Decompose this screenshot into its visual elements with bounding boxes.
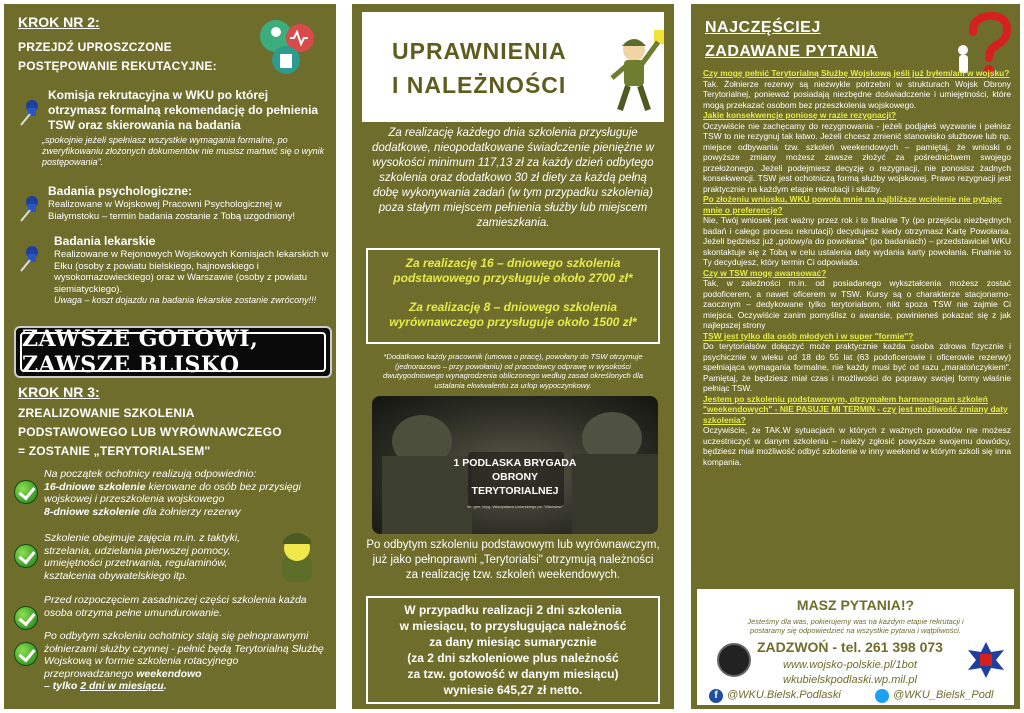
page-title: UPRAWNIENIA I NALEŻNOŚCI	[392, 38, 567, 98]
list-item	[14, 468, 330, 518]
krok2-subtitle-2: POSTĘPOWANIE REKUTACYJNE:	[18, 59, 217, 73]
medical-heading: Badania lekarskie	[54, 234, 156, 248]
benefits-column	[352, 4, 674, 709]
faq-question: Czy w TSW mogę awansować?	[703, 267, 827, 278]
refresher-training-amount: Za realizację 8 – dniowego szkolenia wyrównawczego przysługuje około 1500 zł*	[389, 300, 637, 329]
facebook-link[interactable]: f @WKU.Bielsk.Podlaski	[709, 689, 841, 701]
faq-column	[691, 4, 1020, 709]
faq-item	[703, 331, 1011, 394]
slogan-banner	[14, 326, 332, 378]
krok2-subtitle-1: PRZEJDŹ UPROSZCZONE	[18, 40, 172, 54]
brigade-photo	[372, 396, 658, 534]
contact-subtitle: Jesteśmy dla was, pokierujemy was na każdym etapie rekrutacji i postaramy się odpowiedzieć na wszystkie pytania i wątpliwości.	[747, 617, 964, 635]
medical-text: Realizowane w Rejonowych Wojskowych Komisjach lekarskich w Ełku (osoby z powiatu bielskiego, hajnowskiego i wysokomazowieckiego) oraz w Warszawie (osoby z powiatu siemiatyckiego).	[54, 249, 329, 295]
faq-answer: Oczywiście nie zachęcamy do rezygnowania - jeżeli podjąłeś wyzwanie i pełnisz TSW to nie rezygnuj tak łatwo. Jeżeli chcesz zmienić stanowisko służbowe lub np. miejsce odbywania tzw. szkoleń weekendowych – pamiętaj, że wnioski o powyższe zmiany możesz zawsze złożyć za pośrednictwem swojego przełożonego. Jeżeli podejmiesz decyzję o rezygnacji, nie ponosisz żadnych konsekwencji. TSW jest ochotniczą formą służby wojskowej. Prawo rezygnacji jest praktycznie na każdym etapie rekrutacji i służby.	[703, 120, 1011, 194]
list-item	[18, 234, 330, 306]
facebook-icon: f	[709, 689, 723, 703]
faq-item	[703, 394, 1011, 468]
commission-heading: Komisja rekrutacyjna w WKU po której otrzymasz formalną rekomendację do pełnienia TSW oraz skierowania na badania	[48, 88, 319, 132]
krok3-subtitle-2: PODSTAWOWEGO LUB WYRÓWNAWCZEGO	[18, 425, 282, 439]
pin-icon	[18, 244, 40, 272]
twitter-icon	[875, 689, 889, 703]
faq-answer: Tak. Żołnierze rezerwy są niezwykle potrzebni w strukturach Wojsk Obrony Terytorialnej, ponieważ posiadają niezbędne doświadczenie i umiejętności, które mogą przekazać osobom bez przeszkolenia wojskowego.	[703, 78, 1011, 110]
check-icon	[14, 642, 38, 666]
basic-training-amount: Za realizację 16 – dniowego szkolenia podstawowego przysługuje około 2700 zł*	[393, 256, 633, 285]
faq-question: Jakie konsekwencje poniosę w razie rezygnacji?	[703, 110, 897, 120]
faq-list	[703, 68, 1011, 467]
allowance-box	[366, 248, 660, 344]
emblem-icon	[717, 643, 751, 677]
list-item	[18, 184, 330, 222]
weekend-training-info: Po odbytym szkoleniu ochotnicy stają się pełnoprawnymi żołnierzami służby czynnej - pełnić będą Terytorialną Służbę Wojskową w formie szkolenia rotacyjnego przeprowadzanego weekendowo – tylko 2 dni w miesiącu.	[44, 630, 324, 692]
uniform-info: Przed rozpoczęciem zasadniczej części szkolenia każda osoba otrzyma pełne umundurowanie.	[44, 594, 307, 619]
website-link[interactable]: wkubielskpodlaski.wp.mil.pl	[783, 674, 917, 686]
faq-item	[703, 68, 1011, 110]
check-icon	[14, 606, 38, 630]
faq-answer: Nie, Twój wniosek jest ważny przez rok i to finalnie Ty (po przejściu niezbędnych badań i całego procesu rekrutacji) decydujesz kiedy otrzymasz Kartę Powołania. Jeżeli będziesz już „gotowy/a do powołania" (po badaniach) – przedstawiciel WKU skontaktuje się z Tobą w celu ustalenia daty wydania karty powołania. Finalnie to Ty decydujesz, który termin Ci odpowiada.	[703, 215, 1011, 267]
after-training-info: Po odbytym szkoleniu podstawowym lub wyrównawczym, już jako pełnoprawni „Terytorialsi" otrzymują należności za realizację tzw. szkoleń weekendowych.	[366, 539, 660, 581]
brigade-patron: im. gen. bryg. Władysława Liniarskiego ps. "Mścisław"	[467, 504, 563, 509]
emblem-icon	[967, 641, 1005, 679]
faq-item	[703, 194, 1011, 268]
krok3-title: KROK NR 3:	[18, 384, 100, 400]
training-scope: Szkolenie obejmuje zajęcia m.in. z taktyki, strzelania, udzielania pierwszej pomocy, umiejętności przetrwania, regulaminów, kształcenia obywatelskiego itp.	[44, 532, 241, 582]
pin-icon	[18, 98, 40, 126]
soldier-icon	[274, 526, 320, 582]
faq-question: TSW jest tylko dla osób młodych i w super "formie"?	[703, 330, 914, 341]
commission-note: „spokojnie jeżeli spełniasz wszystkie wymagania formalne, po zweryfikowaniu złożonych dokumentów nie musisz martwić się o wynik postępowania".	[42, 135, 325, 167]
weekend-pay-box: W przypadku realizacji 2 dni szkolenia w miesiącu, to przysługująca należność za dany miesiąc sumarycznie (za 2 dni szkoleniowe plus należność za tzw. gotowość w danym miesiącu) wyniesie 645,27 zł netto.	[366, 596, 660, 704]
title-box	[362, 12, 664, 122]
faq-title: NAJCZĘŚCIEJ ZADAWANE PYTANIA	[705, 19, 879, 60]
list-item	[14, 630, 330, 693]
faq-answer: Do terytorialsów dołączyć może praktycznie każda osoba zdrowa fizycznie i psychicznie w wieku od 18 do 55 lat (63 podoficerowie i oficerowie rezerwy) spełniająca wymagania formalne, nie każdy musi być od razu „maratończykiem". Pamiętaj, że będziesz miał czas i możliwości do poprawy swojej formy właśnie pełniąc TSW.	[703, 341, 1011, 393]
krok3-subtitle-3: = ZOSTANIE „TERYTORIALSEM"	[18, 444, 211, 458]
psych-heading: Badania psychologiczne:	[48, 184, 193, 198]
list-item	[18, 88, 330, 168]
pin-icon	[18, 194, 40, 222]
medical-note: Uwaga – koszt dojazdu na badania lekarskie zostanie zwrócony!!!	[54, 295, 317, 305]
brigade-name: 1 PODLASKA BRYGADA OBRONY TERYTORIALNEJ	[453, 457, 577, 497]
krok3-subtitle-1: ZREALIZOWANIE SZKOLENIA	[18, 406, 195, 420]
slogan-text: ZAWSZE GOTOWI, ZAWSZE BLISKO	[20, 332, 326, 372]
website-link[interactable]: www.wojsko-polskie.pl/1bot	[783, 659, 917, 671]
contact-title: MASZ PYTANIA!?	[796, 597, 915, 613]
krok2-title: KROK NR 2:	[18, 14, 100, 30]
faq-answer: Oczywiście, że TAK.W sytuacjach w których z ważnych powodów nie możesz uczestniczyć w danym szkoleniu – należy zgłosić powyższe swojemu dowódcy, będziesz miał możliwość odbyć szkolenie w inny weekend w którym szkoli się inna kompania.	[703, 425, 1011, 467]
list-item	[14, 594, 330, 619]
faq-answer: Tak, w zależności m.in. od posiadanego wykształcenia możesz zostać podoficerem, a nawet oficerem w TSW. Kursy są o charakterze stacjonarno-zaocznym – dedykowane tylko terytorialsom, nikt spoza TSW nie zajmie Ci miejsca. Oczywiście zanim pomyślisz o awansie, powinieneś pokazać się z jak najlepszej strony	[703, 278, 1011, 330]
check-icon	[14, 544, 38, 568]
allowance-intro: Za realizację każdego dnia szkolenia przysługuje dodatkowe, nieopodatkowane świadczenie pieniężne w wysokości minimum 117,13 zł za każdy dzień odbytego szkolenia oraz dodatkowo 30 zł diety za każdą pełną dobę wykonywania zadań (w tym przypadku szkolenia) poza stałym miejscem pełnienia służby lub miejscem zamieszkania.	[372, 127, 654, 229]
faq-question: Jestem po szkoleniu podstawowym, otrzymałem harmonogram szkoleń "weekendowych" - NIE PASUJE MI TERMIN - czy jest możliwość zmiany daty szkolenia?	[703, 393, 1008, 425]
contact-box	[697, 589, 1014, 705]
phone-number[interactable]: ZADZWOŃ - tel. 261 398 073	[757, 639, 943, 655]
training-intro: Na początek ochotnicy realizują odpowiednio: 16-dniowe szkolenie kierowane do osób bez przysięgi wojskowej i przeszkolenia wojskowego 8-dniowe szkolenie dla żołnierzy rezerwy	[44, 468, 301, 518]
faq-question: Czy mogę pełnić Terytorialną Służbę Wojskową jeśli już byłem/am w wojsku?	[703, 68, 1010, 78]
mascot-icon	[608, 28, 668, 116]
faq-question: Po złożeniu wniosku, WKU powoła mnie na najbliższe wcielenie nie pytając mnie o preferencje?	[703, 194, 1002, 215]
psych-text: Realizowane w Wojskowej Pracowni Psychologicznej w Białymstoku – termin badania zostanie z Tobą uzgodniony!	[48, 199, 295, 222]
faq-item	[703, 110, 1011, 194]
steps-column	[4, 4, 336, 709]
twitter-link[interactable]: @WKU_Bielsk_Podl	[875, 689, 993, 701]
check-icon	[14, 480, 38, 504]
faq-item	[703, 268, 1011, 331]
footnote: *Dodatkowo każdy pracownik (umowa o pracę), powołany do TSW otrzymuje (jednorazowo – przy powołaniu) od pracodawcy odprawę w wysokości dwutygodniowego wynagrodzenia obliczonego według zasad określonych dla ustalania ekwiwalentu za urlop wypoczynkowy.	[382, 352, 644, 390]
health-icon	[256, 14, 320, 78]
